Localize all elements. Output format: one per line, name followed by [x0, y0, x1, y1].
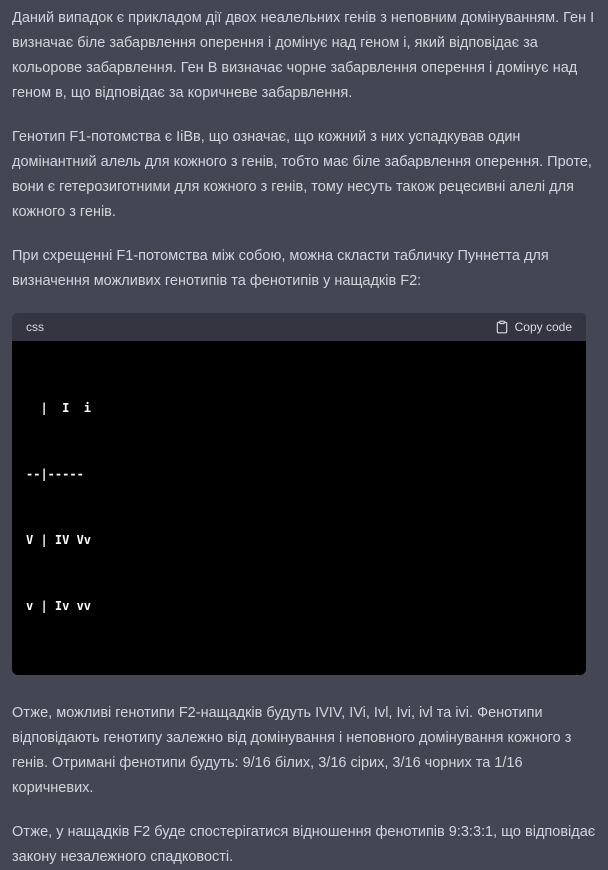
- paragraph-f2-genotypes: Отже, можливі генотипи F2-нащадків будуть IVIV, IVi, Ivl, Ivi, ivl та ivi. Фенотипи відповідають генотипу залежно від домінування і неповного домінування кожного з генів. Отримані фенотипи будуть: 9/16 білих, 3/16 сірих, 3/16 чорних та 1/16 коричневих.: [12, 705, 572, 796]
- paragraph-genotype-f1: Генотип F1-потомства є IiBв, що означає, що кожний з них успадкував один домінантний алель для кожного з генів, тобто має біле забарвлення оперення. Проте, вони є гетерозиготними для кожного з генів, тому несуть також рецесивні алелі для кожного з генів.: [12, 129, 592, 220]
- code-line: v | Iv vv: [26, 599, 92, 613]
- code-language-label: css: [26, 320, 44, 334]
- code-body[interactable]: [12, 341, 586, 675]
- paragraph-punnett-intro: При схрещенні F1-потомства між собою, можна скласти табличку Пуннетта для визначення можливих генотипів та фенотипів у нащадків F2:: [12, 248, 549, 289]
- paragraph-intro: Даний випадок є прикладом дії двох неалельних генів з неповним домінуванням. Ген I визначає біле забарвлення оперення і домінує над геном і, який відповідає за кольорове забарвлення. Ген B визначає чорне забарвлення оперення і домінує над геном в, що відповідає за коричневе забарвлення.: [12, 10, 595, 101]
- paragraph-conclusion: Отже, у нащадків F2 буде спостерігатися відношення фенотипів 9:3:3:1, що відповідає закону незалежного спадковості.: [12, 824, 596, 865]
- copy-code-label: Copy code: [514, 320, 572, 334]
- copy-code-button[interactable]: [495, 313, 572, 341]
- code-header: [12, 313, 586, 341]
- code-line: | I i: [26, 401, 92, 415]
- code-line: --|-----: [26, 467, 84, 481]
- code-block: [12, 313, 586, 675]
- clipboard-icon: [495, 320, 509, 334]
- code-line: V | IV Vv: [26, 533, 92, 547]
